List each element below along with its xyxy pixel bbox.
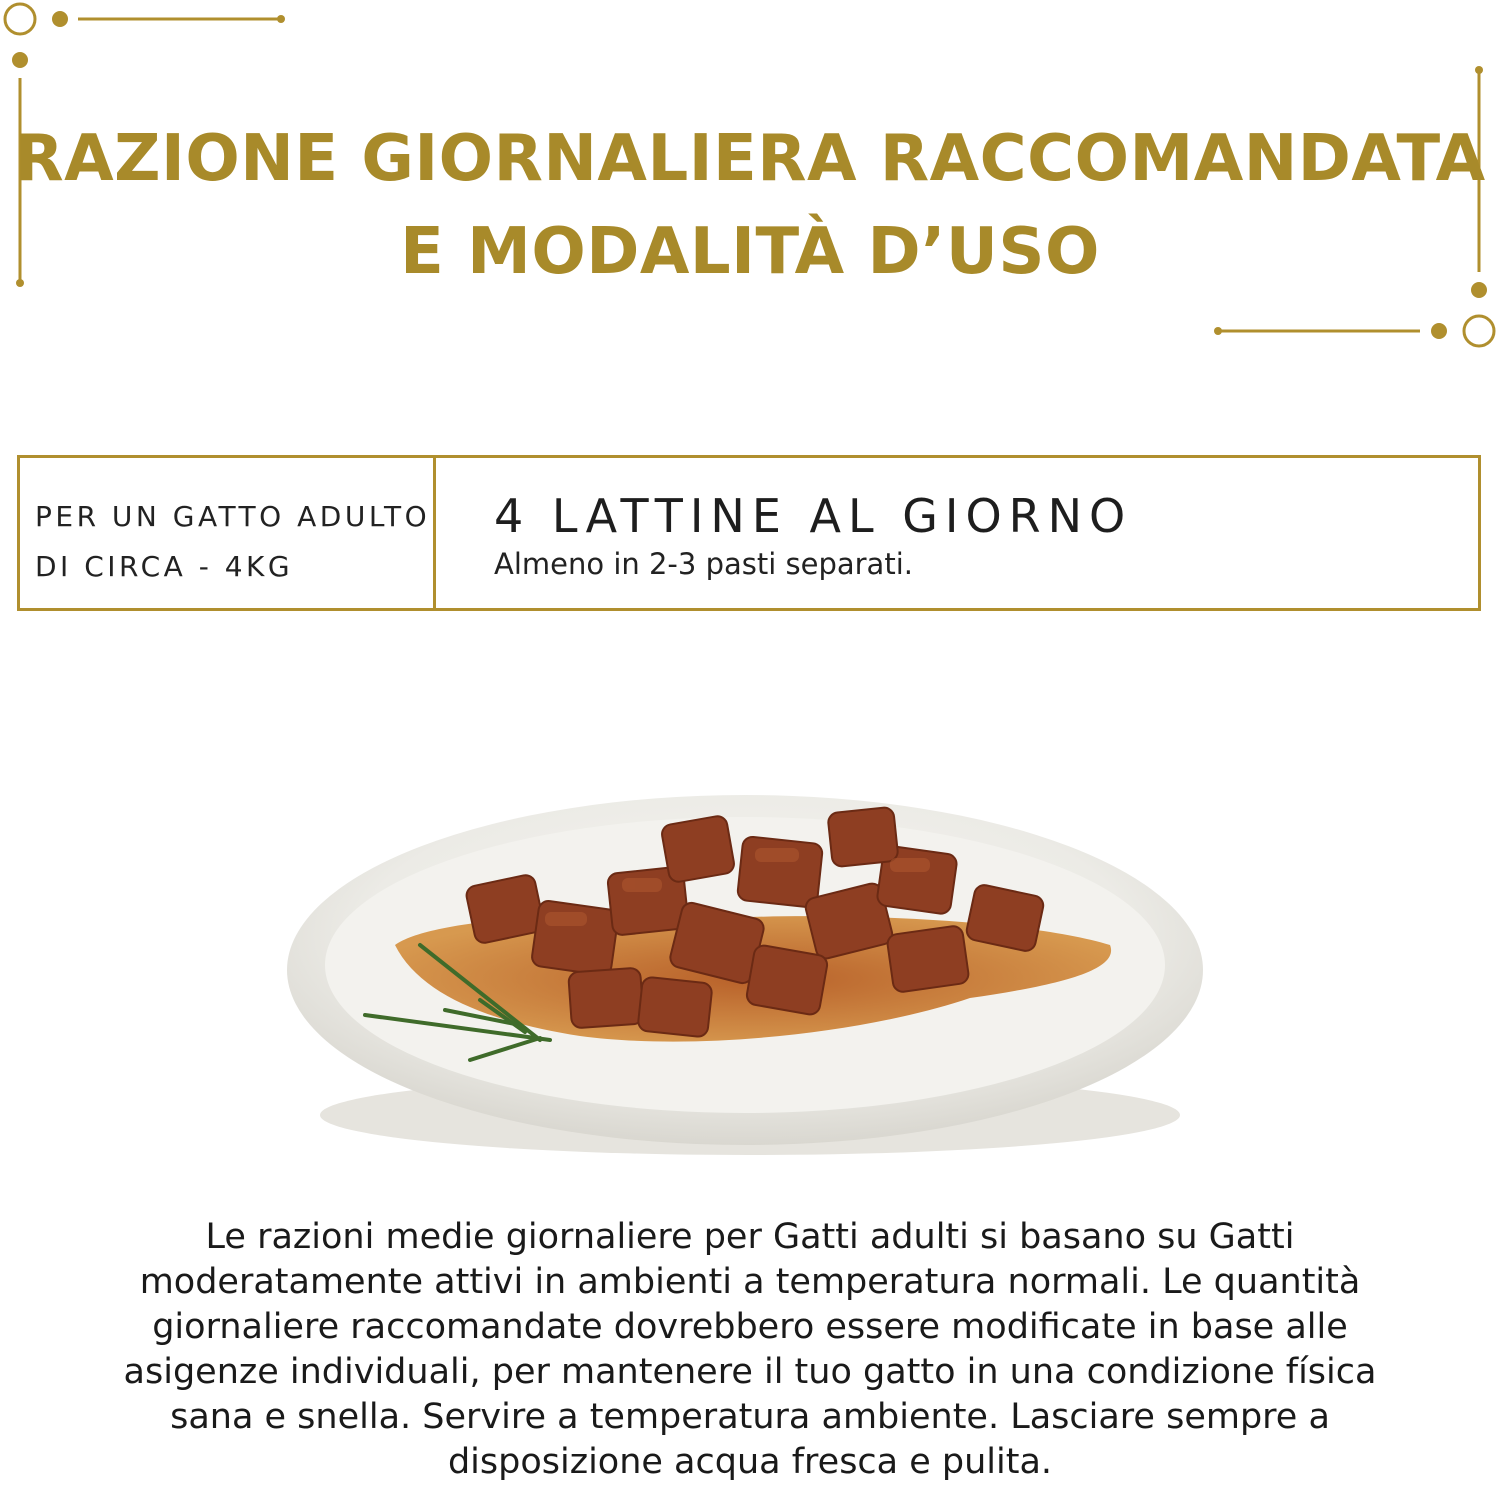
- cat-size-label-line-1: PER UN GATTO ADULTO: [35, 500, 431, 533]
- feeding-guidelines-text: Le razioni medie giornaliere per Gatti adulti si basano su Gatti moderatamente attivi in ambienti a temperatura normali. Le quantità giornaliere raccomandate dovrebbero essere modificate in base alle asigenze individuali, per mantenere il tuo gatto in una condizione física sana e snella. Servire a temperatura ambiente. Lasciare sempre a disposizione acqua fresca e pulita.: [123, 1217, 1377, 1482]
- ornament-ring-top-left: [5, 4, 35, 34]
- ration-amount: 4 LATTINE AL GIORNO: [494, 489, 1133, 543]
- ration-amount-cell: [436, 458, 1478, 608]
- ration-note: Almeno in 2-3 pasti separati.: [494, 547, 913, 581]
- page-title-line-2: E MODALITÀ D’USO: [400, 215, 1100, 289]
- ornament-dot-bottom-right-h: [1431, 323, 1447, 339]
- cat-size-cell: [20, 458, 436, 608]
- ornament-ring-bottom-right: [1464, 316, 1494, 346]
- cat-size-label-line-2: DI CIRCA - 4KG: [35, 550, 294, 583]
- ration-table: [17, 455, 1481, 611]
- ornament-dot-top-left-h: [52, 11, 68, 27]
- ornament-dot-top-left-v: [12, 52, 28, 68]
- page-title-line-1: RAZIONE GIORNALIERA RACCOMANDATA: [14, 122, 1486, 196]
- product-serving-image: [270, 770, 1230, 1190]
